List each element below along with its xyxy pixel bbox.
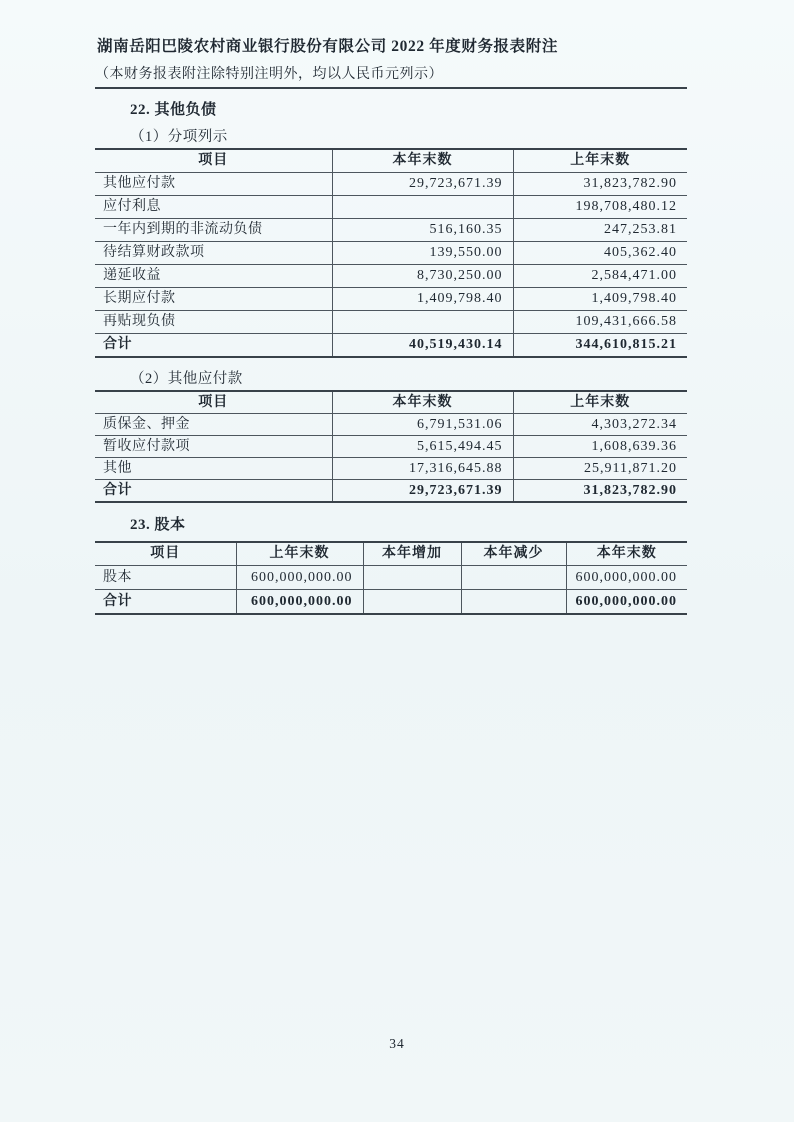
column-header: 上年末数: [236, 542, 363, 566]
cell-value: 139,550.00: [332, 242, 513, 265]
column-header: 项目: [198, 395, 229, 410]
table-row: [95, 458, 687, 480]
column-header: 本年末数: [332, 391, 513, 414]
row-label: 一年内到期的非流动负债: [95, 219, 332, 242]
section-heading-23: 23. 股本: [130, 517, 186, 533]
document-subtitle: （本财务报表附注除特别注明外，均以人民币元列示）: [95, 66, 687, 89]
row-label: 递延收益: [95, 265, 332, 288]
column-header: 项目: [150, 546, 181, 561]
row-label: 合计: [95, 590, 236, 615]
cell-value: 1,409,798.40: [513, 288, 687, 311]
cell-value: [461, 590, 566, 615]
total-row: [95, 590, 687, 615]
table-row: [95, 436, 687, 458]
other-liabilities-breakdown-table: [95, 148, 687, 358]
total-row: [95, 480, 687, 503]
cell-value: 344,610,815.21: [513, 334, 687, 358]
row-label: 合计: [95, 480, 332, 503]
table-row: [95, 265, 687, 288]
cell-value: 4,303,272.34: [513, 414, 687, 436]
row-label: 暂收应付款项: [95, 436, 332, 458]
table-row: [95, 566, 687, 590]
table-row: [95, 219, 687, 242]
subsection-heading-22-2: （2）其他应付款: [130, 371, 243, 387]
cell-value: 109,431,666.58: [513, 311, 687, 334]
table-row: [95, 414, 687, 436]
row-label: 合计: [95, 334, 332, 358]
cell-value: 600,000,000.00: [566, 590, 687, 615]
row-label: 待结算财政款项: [95, 242, 332, 265]
cell-value: 600,000,000.00: [236, 590, 363, 615]
cell-value: [363, 566, 461, 590]
table-row: [95, 242, 687, 265]
table-header-row: [95, 542, 687, 566]
cell-value: 600,000,000.00: [236, 566, 363, 590]
table-row: [95, 173, 687, 196]
subsection-heading-22-1: （1）分项列示: [130, 129, 228, 145]
row-label: 股本: [95, 566, 236, 590]
cell-value: 40,519,430.14: [332, 334, 513, 358]
row-label: 再贴现负债: [95, 311, 332, 334]
cell-value: 405,362.40: [513, 242, 687, 265]
cell-value: 8,730,250.00: [332, 265, 513, 288]
cell-value: 516,160.35: [332, 219, 513, 242]
section-heading-22: 22. 其他负债: [130, 102, 217, 118]
cell-value: [332, 196, 513, 219]
cell-value: 5,615,494.45: [332, 436, 513, 458]
cell-value: 6,791,531.06: [332, 414, 513, 436]
row-label: 应付利息: [95, 196, 332, 219]
cell-value: 25,911,871.20: [513, 458, 687, 480]
cell-value: 1,608,639.36: [513, 436, 687, 458]
table-row: [95, 311, 687, 334]
document-title: 湖南岳阳巴陵农村商业银行股份有限公司 2022 年度财务报表附注: [97, 38, 558, 55]
column-header: 本年末数: [332, 149, 513, 173]
row-label: 长期应付款: [95, 288, 332, 311]
cell-value: 2,584,471.00: [513, 265, 687, 288]
cell-value: 600,000,000.00: [566, 566, 687, 590]
cell-value: 31,823,782.90: [513, 173, 687, 196]
column-header: 本年减少: [461, 542, 566, 566]
share-capital-table: [95, 541, 687, 615]
cell-value: 29,723,671.39: [332, 173, 513, 196]
cell-value: 29,723,671.39: [332, 480, 513, 503]
row-label: 其他: [95, 458, 332, 480]
cell-value: 198,708,480.12: [513, 196, 687, 219]
cell-value: 1,409,798.40: [332, 288, 513, 311]
page-number: 34: [389, 1036, 405, 1051]
total-row: [95, 334, 687, 358]
table-header-row: [95, 149, 687, 173]
cell-value: [332, 311, 513, 334]
column-header: 上年末数: [513, 391, 687, 414]
row-label: 其他应付款: [95, 173, 332, 196]
cell-value: 31,823,782.90: [513, 480, 687, 503]
cell-value: 17,316,645.88: [332, 458, 513, 480]
column-header: 项目: [198, 153, 229, 168]
other-payables-table: [95, 390, 687, 503]
cell-value: 247,253.81: [513, 219, 687, 242]
page-content: [95, 0, 687, 615]
table-row: [95, 288, 687, 311]
column-header: 本年增加: [363, 542, 461, 566]
cell-value: [363, 590, 461, 615]
column-header: 本年末数: [566, 542, 687, 566]
table-header-row: [95, 391, 687, 414]
table-row: [95, 196, 687, 219]
cell-value: [461, 566, 566, 590]
column-header: 上年末数: [513, 149, 687, 173]
row-label: 质保金、押金: [95, 414, 332, 436]
